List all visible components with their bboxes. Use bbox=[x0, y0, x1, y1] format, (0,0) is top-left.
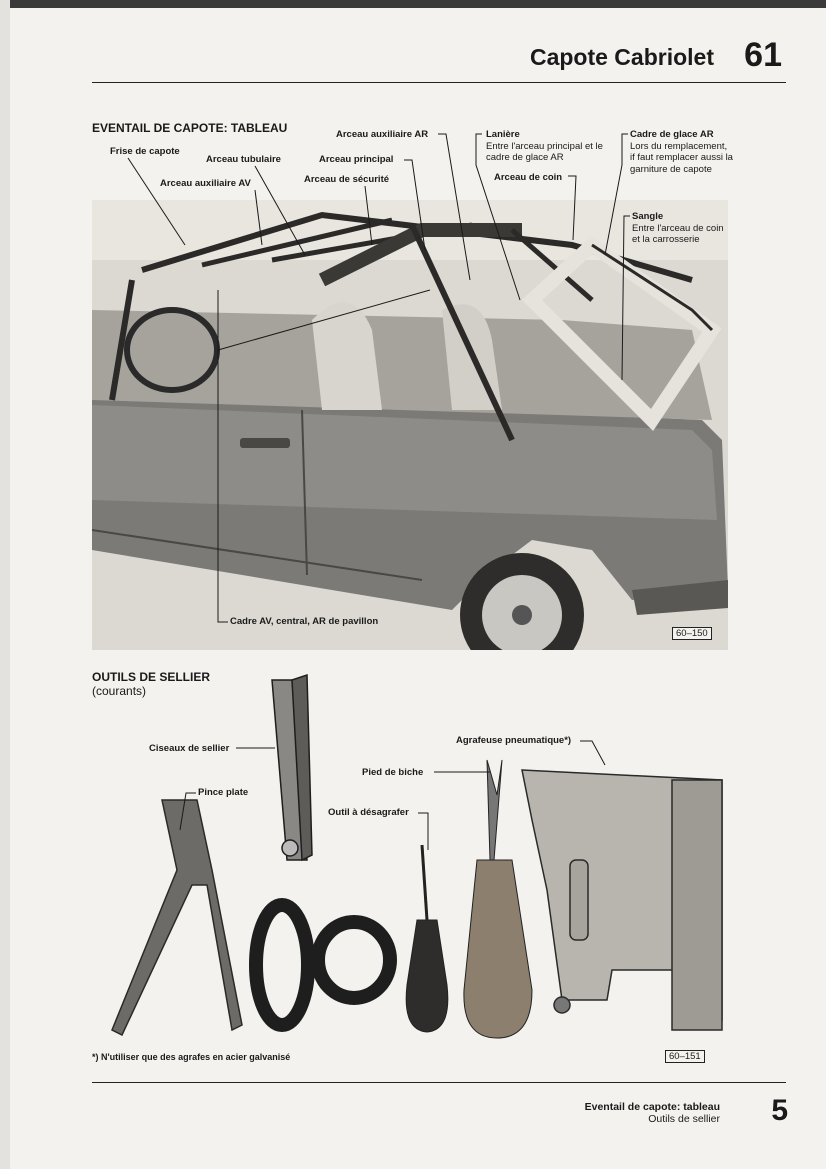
footer-page-number: 5 bbox=[771, 1094, 788, 1127]
footer-subtitle: Outils de sellier bbox=[648, 1113, 720, 1125]
label-cadre-pavillon: Cadre AV, central, AR de pavillon bbox=[230, 616, 379, 627]
note-laniere-text: Entre l'arceau principal et le cadre de glace AR bbox=[486, 140, 603, 163]
label-arceau-securite: Arceau de sécurité bbox=[304, 174, 390, 185]
label-frise: Frise de capote bbox=[110, 146, 180, 157]
label-arceau-tubulaire: Arceau tubulaire bbox=[206, 154, 281, 165]
label-arceau-aux-av: Arceau auxiliaire AV bbox=[160, 178, 251, 189]
note-cadre-text: Lors du remplacement, if faut remplacer aussi la garniture de capote bbox=[630, 140, 733, 175]
figure-ref-60-151: 60–151 bbox=[665, 1050, 705, 1063]
footer-title: Eventail de capote: tableau bbox=[584, 1101, 720, 1113]
note-sangle-title: Sangle bbox=[632, 211, 664, 222]
label-pince-plate: Pince plate bbox=[198, 787, 249, 798]
note-cadre-title: Cadre de glace AR bbox=[630, 129, 714, 140]
label-arceau-principal: Arceau principal bbox=[319, 154, 394, 165]
label-pied-de-biche: Pied de biche bbox=[362, 767, 424, 778]
label-arceau-aux-ar: Arceau auxiliaire AR bbox=[336, 129, 429, 140]
label-agrafeuse: Agrafeuse pneumatique*) bbox=[456, 735, 572, 746]
section-title-eventail: EVENTAIL DE CAPOTE: TABLEAU bbox=[92, 121, 288, 135]
section-title-outils: OUTILS DE SELLIER bbox=[92, 670, 211, 684]
note-laniere-title: Lanière bbox=[486, 129, 520, 140]
chapter-number: 61 bbox=[744, 36, 782, 74]
page-title: Capote Cabriolet bbox=[529, 44, 714, 70]
footer-rule bbox=[92, 1082, 786, 1083]
note-sangle-text: Entre l'arceau de coin et la carrosserie bbox=[632, 222, 724, 245]
section-subtitle-courants: (courants) bbox=[92, 684, 147, 698]
label-outil-desagrafer: Outil à désagrafer bbox=[328, 807, 409, 818]
figure-ref-60-150: 60–150 bbox=[672, 627, 712, 640]
label-ciseaux: Ciseaux de sellier bbox=[149, 743, 230, 754]
footnote-agrafes: *) N'utiliser que des agrafes en acier galvanisé bbox=[92, 1052, 291, 1062]
label-arceau-coin: Arceau de coin bbox=[494, 172, 563, 183]
